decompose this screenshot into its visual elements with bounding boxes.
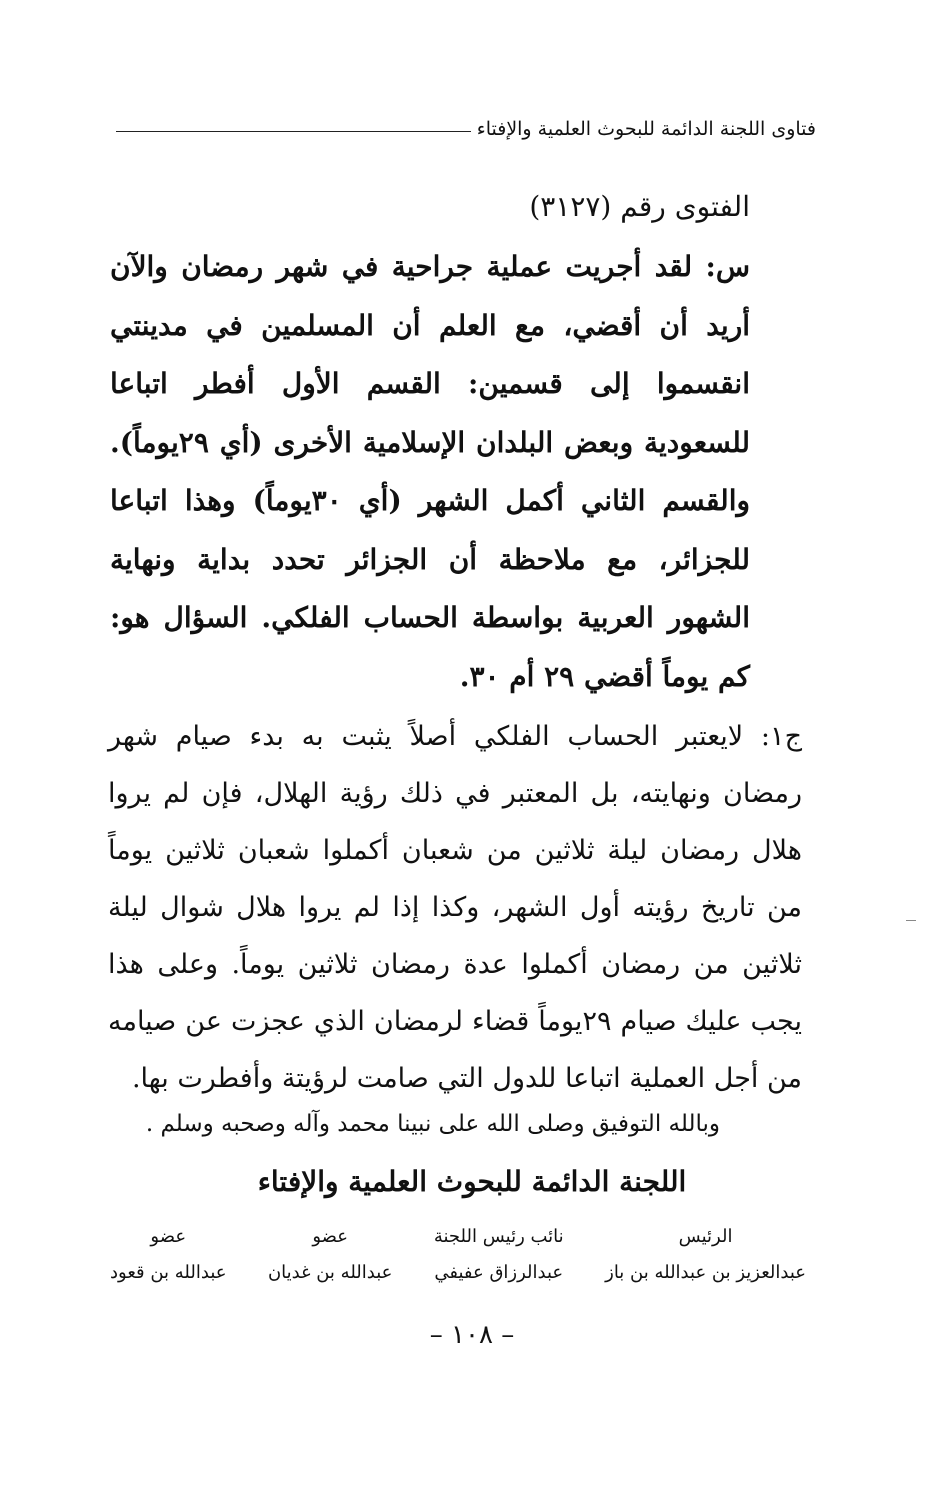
signature-name: عبدالله بن غديان bbox=[267, 1262, 393, 1283]
signature-name: عبدالعزيز بن عبدالله بن باز bbox=[605, 1262, 806, 1283]
header-title: فتاوى اللجنة الدائمة للبحوث العلمية والإفتاء bbox=[476, 118, 816, 140]
question-paragraph: س: لقد أجريت عملية جراحية في شهر رمضان والآن أريد أن أقضي، مع العلم أن المسلمين في مدينتي انقسموا إلى قسمين: القسم الأول أفطر اتباعا للسعودية وبعض البلدان الإسلامية الأخرى (أي ٢٩يوماً). والقسم الثاني أكمل الشهر (أي ٣٠يوماً) وهذا اتباعا للجزائر، مع ملاحظة أن الجزائر تحدد بداية ونهاية الشهور العربية بواسطة الحساب الفلكي. السؤال هو: كم يوماً أقضي ٢٩ أم ٣٠. bbox=[110, 250, 750, 693]
header-rule bbox=[116, 131, 471, 132]
closing-line: وبالله التوفيق وصلى الله على نبينا محمد وآله وصحبه وسلم . bbox=[145, 1111, 720, 1137]
signature-name: عبدالرزاق عفيفي bbox=[434, 1262, 564, 1283]
page-number: – ١٠٨ – bbox=[429, 1320, 515, 1350]
signature-role: عضو bbox=[312, 1226, 348, 1247]
signature-role: نائب رئيس اللجنة bbox=[433, 1226, 564, 1247]
fatwa-number: الفتوى رقم (٣١٢٧) bbox=[529, 190, 750, 223]
signature-member bbox=[110, 1222, 226, 1288]
signature-name: عبدالله بن قعود bbox=[110, 1262, 227, 1283]
signature-chairman bbox=[605, 1222, 806, 1288]
scan-mark bbox=[906, 920, 916, 921]
signature-deputy bbox=[434, 1222, 564, 1288]
committee-title: اللجنة الدائمة للبحوث العلمية والإفتاء bbox=[257, 1165, 687, 1198]
signature-role: عضو bbox=[150, 1226, 187, 1247]
answer-paragraph: ج١: لايعتبر الحساب الفلكي أصلاً يثبت به بدء صيام شهر رمضان ونهايته، بل المعتبر في ذلك رؤية الهلال، فإن لم يروا هلال رمضان ليلة ثلاثين من شعبان أكملوا شعبان ثلاثين يوماً من تاريخ رؤيته أول الشهر، وكذا إذا لم يروا هلال شوال ليلة ثلاثين من رمضان أكملوا عدة رمضان ثلاثين يوماً. وعلى هذا يجب عليك صيام ٢٩يوماً قضاء لرمضان الذي عجزت عن صيامه من أجل العملية اتباعا للدول التي صامت لرؤيتة وأفطرت بها. bbox=[108, 721, 802, 1094]
signature-member bbox=[268, 1222, 392, 1288]
running-header bbox=[116, 112, 816, 146]
signature-block bbox=[110, 1222, 806, 1288]
signature-role: الرئيس bbox=[678, 1226, 733, 1247]
